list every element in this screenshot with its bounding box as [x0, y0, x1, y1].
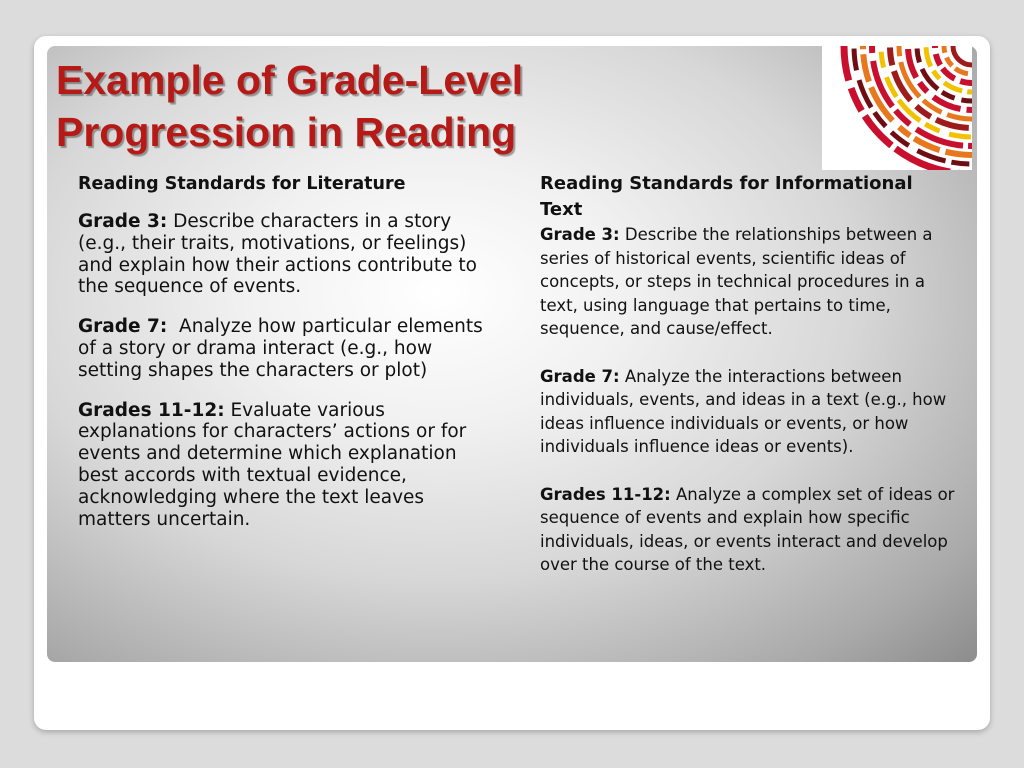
informational-grade-7	[540, 365, 960, 459]
informational-grade-3	[540, 223, 960, 341]
literature-column	[78, 174, 498, 548]
standard-text: Analyze a complex set of ideas or sequence of events and explain how specific individuals, ideas, or events interact and develop over the course of the text.	[540, 484, 955, 575]
grade-label: Grades 11-12:	[78, 399, 225, 421]
grade-label: Grade 3:	[540, 225, 620, 244]
literature-heading: Reading Standards for Literature	[78, 174, 406, 194]
standard-text: Analyze how particular elements of a story or drama interact (e.g., how setting shapes the characters or plot)	[78, 316, 489, 381]
grade-label: Grade 3:	[78, 211, 168, 232]
informational-grades-11-12	[540, 483, 960, 577]
standard-text: Analyze the interactions between individuals, events, and ideas in a text (e.g., how ideas influence individuals or events, or how individuals influence ideas or events).	[540, 366, 947, 457]
title-line-1: Example of Grade-Level	[56, 57, 524, 103]
standard-text: Evaluate various explanations for characters’ actions or for events and determine which explanation best accords with textual evidence, acknowledging where the text leaves matters uncertain.	[78, 399, 467, 530]
grade-label: Grade 7:	[540, 366, 620, 386]
standard-text: Describe characters in a story (e.g., their traits, motivations, or feelings) and explain how their actions contribute to the sequence of events.	[78, 211, 477, 298]
slide-title	[56, 54, 796, 158]
informational-column	[540, 171, 960, 601]
grade-label: Grade 7:	[78, 316, 168, 338]
literature-grade-7	[78, 316, 498, 381]
literature-grade-3	[78, 211, 498, 298]
grade-label: Grades 11-12:	[540, 484, 671, 504]
decorative-arcs-image	[822, 46, 972, 170]
title-line-2: Progression in Reading	[56, 109, 517, 155]
literature-grades-11-12	[78, 400, 498, 531]
informational-heading: Reading Standards for Informational Text	[540, 173, 913, 220]
standard-text: Describe the relationships between a series of historical events, scientific ideas of concepts, or steps in technical procedures in a text, using language that pertains to time, sequence, and cause/effect.	[540, 225, 933, 339]
